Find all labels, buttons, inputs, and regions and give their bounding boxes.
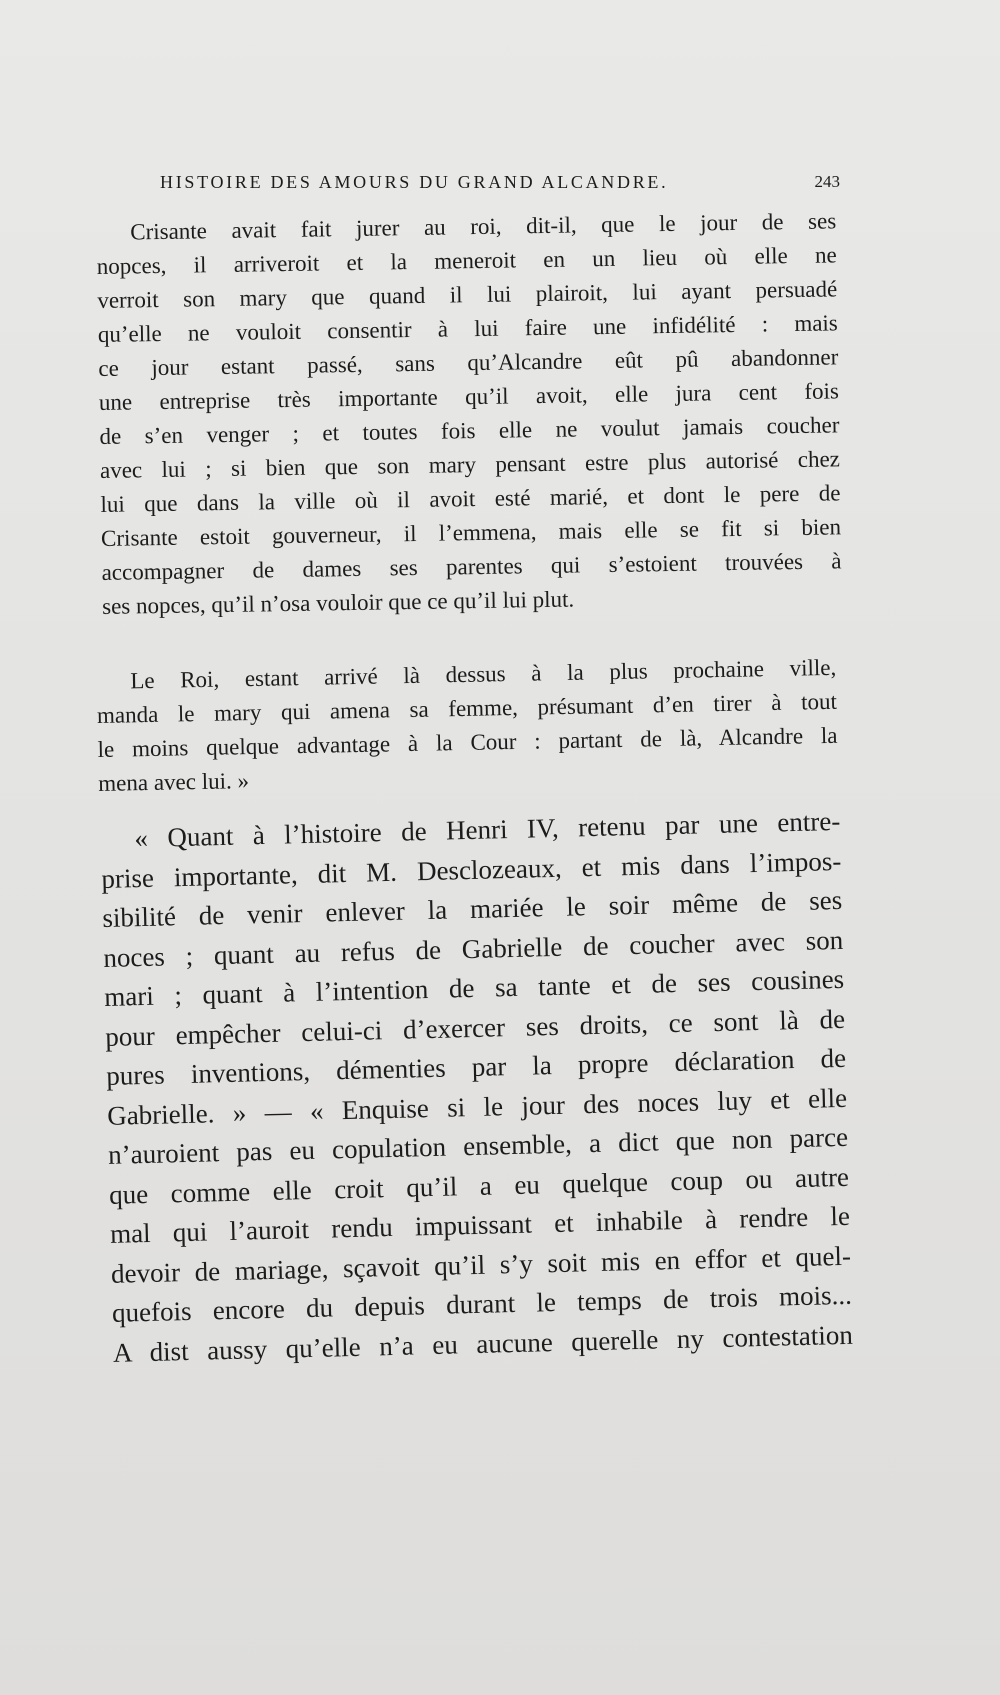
page-number: 243 <box>814 172 840 191</box>
text-line: quefois encore du depuis durant le temps de trois mois... <box>111 1279 853 1328</box>
text-line: accompagner de dames ses parentes qui s’estoient trouvées à <box>101 548 842 585</box>
text-line: lui que dans la ville où il avoit esté marié, et dont le pere de <box>100 480 841 517</box>
text-line: mari ; quant à l’intention de sa tante et de ses cousines <box>103 963 845 1012</box>
paragraph-2 <box>96 651 838 801</box>
text-line: que comme elle croit qu’il a eu quelque coup ou autre <box>108 1161 850 1210</box>
text-line: sibilité de venir enlever la mariée le soir même de ses <box>102 884 843 933</box>
text-line: Gabrielle. » — « Enquise si le jour des noces luy et elle <box>106 1082 848 1131</box>
running-head <box>160 172 840 198</box>
text-line: mena avec lui. » <box>98 768 250 796</box>
text-line: ses nopces, qu’il n’osa vouloir que ce qu’il lui plut. <box>101 586 575 619</box>
text-line: pures inventions, démenties par la propre déclaration de <box>105 1042 847 1091</box>
text-line: n’auroient pas eu copulation ensemble, a dict que non parce <box>107 1121 849 1170</box>
text-line: avec lui ; si bien que son mary pensant estre plus autorisé chez <box>99 446 841 483</box>
text-line: le moins quelque advantage à la Cour : partant de là, Alcandre la <box>97 722 838 762</box>
text-line: A dist aussy qu’elle n’a eu aucune querelle ny contestation <box>112 1319 854 1368</box>
text-line: Crisante estoit gouverneur, il l’emmena, mais elle se fit si bien <box>100 514 842 551</box>
text-line: prise importante, dit M. Desclozeaux, et mis dans l’impos- <box>101 845 842 894</box>
text-line: de s’en venger ; et toutes fois elle ne voulut jamais coucher <box>99 412 840 449</box>
running-title: HISTOIRE DES AMOURS DU GRAND ALCANDRE. <box>160 172 669 192</box>
text-line: qu’elle ne vouloit consentir à lui faire une infidélité : mais <box>97 310 838 347</box>
text-line: nopces, il arriveroit et la meneroit en un lieu où elle ne <box>96 242 837 279</box>
text-line: Crisante avait fait jurer au roi, dit-il, que le jour de ses <box>130 208 837 245</box>
text-line: Le Roi, estant arrivé là dessus à la plus prochaine ville, <box>130 654 837 694</box>
text-line: mal qui l’auroit rendu impuissant et inhabile à rendre le <box>109 1200 851 1249</box>
paragraph-3 <box>100 802 853 1373</box>
text-line: manda le mary qui amena sa femme, présumant d’en tirer à tout <box>96 688 838 728</box>
text-line: pour empêcher celui-ci d’exercer ses droits, ce sont là de <box>104 1003 846 1052</box>
text-line: verroit son mary que quand il lui plairoit, lui ayant persuadé <box>97 276 838 313</box>
paragraph-1 <box>96 204 842 624</box>
text-line: ce jour estant passé, sans qu’Alcandre eût pû abandonner <box>98 344 839 381</box>
text-line: « Quant à l’histoire de Henri IV, retenu par une entre- <box>134 805 841 854</box>
text-line: noces ; quant au refus de Gabrielle de coucher avec son <box>102 924 844 973</box>
text-line: une entreprise très importante qu’il avoit, elle jura cent fois <box>98 378 840 415</box>
text-line: devoir de mariage, sçavoit qu’il s’y soit mis en effor et quel- <box>110 1240 852 1289</box>
